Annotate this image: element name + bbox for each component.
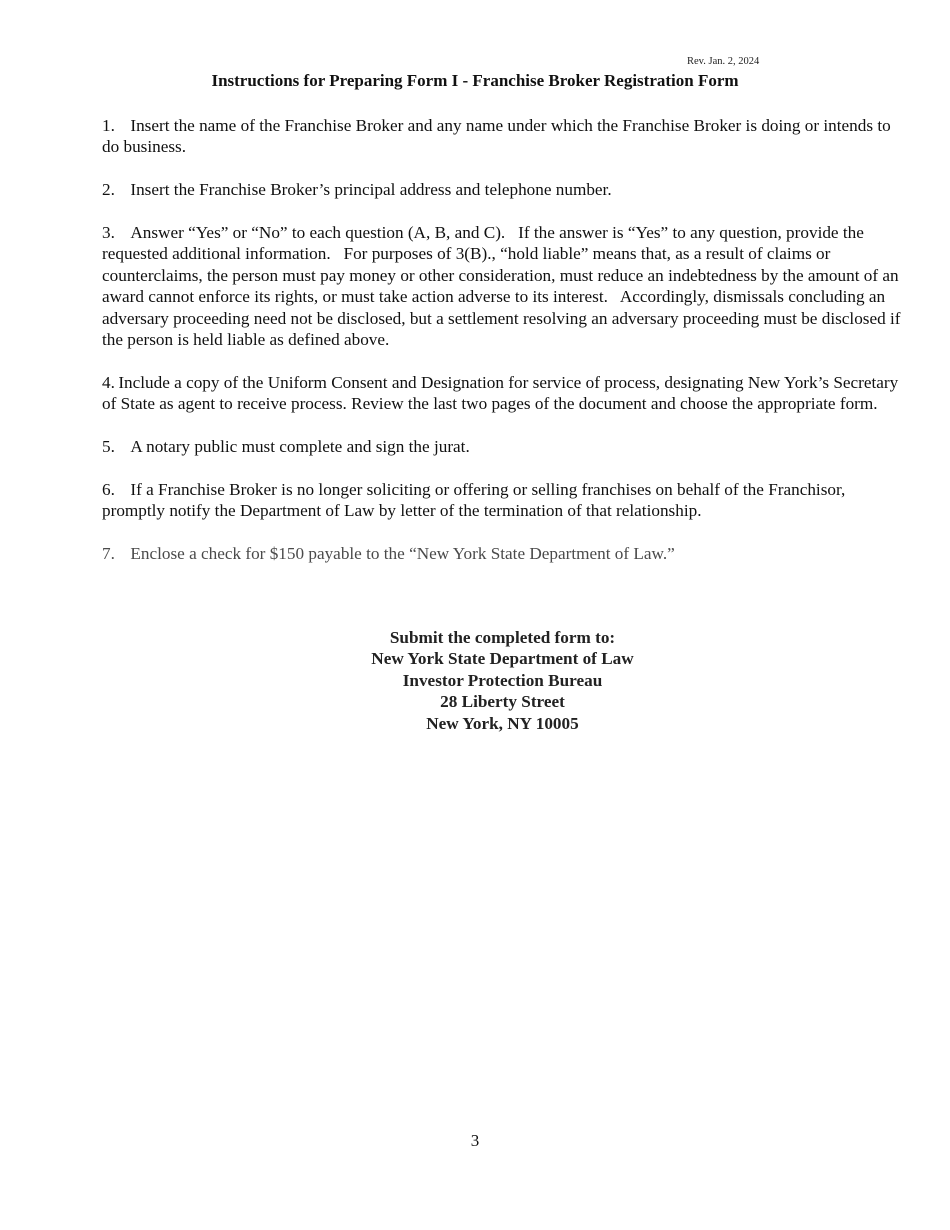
submit-city: New York, NY 10005 bbox=[426, 713, 579, 733]
item-text: Insert the name of the Franchise Broker and any name under which the Franchise Broker is doing or intends to do business. bbox=[102, 116, 895, 157]
item-text: Insert the Franchise Broker’s principal address and telephone number. bbox=[130, 180, 612, 200]
item-text: Answer “Yes” or “No” to each question (A, B, and C). If the answer is “Yes” to any question, provide the requested additional information. For purposes of 3(B)., “hold liable” means that, as a result of claims or counterclaims, the person must pay money or other consideration, must reduce an indebtedness by the amount of an award cannot enforce its rights, or must take action adverse to its interest. Accordingly, dismissals concluding an adversary proceeding need not be disclosed, but a settlement resolving an adversary proceeding must be disclosed if the person is held liable as defined above. bbox=[102, 223, 905, 350]
item-text: A notary public must complete and sign the jurat. bbox=[130, 437, 470, 457]
submit-street: 28 Liberty Street bbox=[440, 692, 565, 712]
instruction-item-4 bbox=[102, 372, 902, 415]
page-number: 3 bbox=[470, 1131, 480, 1150]
item-text: If a Franchise Broker is no longer soliciting or offering or selling franchises on behalf of the Franchisor, promptly notify the Department of Law by letter of the termination of that relationship. bbox=[102, 479, 846, 521]
item-text: Include a copy of the Uniform Consent and Designation for service of process, designating New York’s Secretary of State as agent to receive process. Review the last two pages of the document and choose the appropriate form. bbox=[102, 372, 899, 414]
instruction-item-1 bbox=[102, 115, 902, 158]
instruction-item-3 bbox=[102, 222, 905, 350]
submission-address-block bbox=[0, 627, 950, 734]
instruction-item-5 bbox=[102, 436, 902, 457]
item-number: 7. bbox=[102, 544, 115, 564]
item-number: 1. bbox=[102, 116, 115, 135]
item-number: 3. bbox=[102, 223, 115, 242]
item-text: Enclose a check for $150 payable to the “New York State Department of Law.” bbox=[130, 544, 675, 564]
instruction-item-6 bbox=[102, 479, 902, 522]
item-number: 5. bbox=[102, 437, 115, 457]
page-title: Instructions for Preparing Form I - Franchise Broker Registration Form bbox=[211, 71, 739, 90]
revision-date: Rev. Jan. 2, 2024 bbox=[687, 56, 760, 67]
submit-bureau: Investor Protection Bureau bbox=[402, 670, 603, 690]
item-number: 4. bbox=[102, 372, 115, 392]
item-number: 6. bbox=[102, 479, 115, 499]
submit-heading: Submit the completed form to: bbox=[389, 628, 616, 647]
instruction-item-7 bbox=[102, 543, 902, 564]
instruction-item-2 bbox=[102, 179, 902, 200]
submit-organization: New York State Department of Law bbox=[371, 649, 634, 669]
item-number: 2. bbox=[102, 180, 115, 200]
instructions-list bbox=[102, 115, 905, 586]
